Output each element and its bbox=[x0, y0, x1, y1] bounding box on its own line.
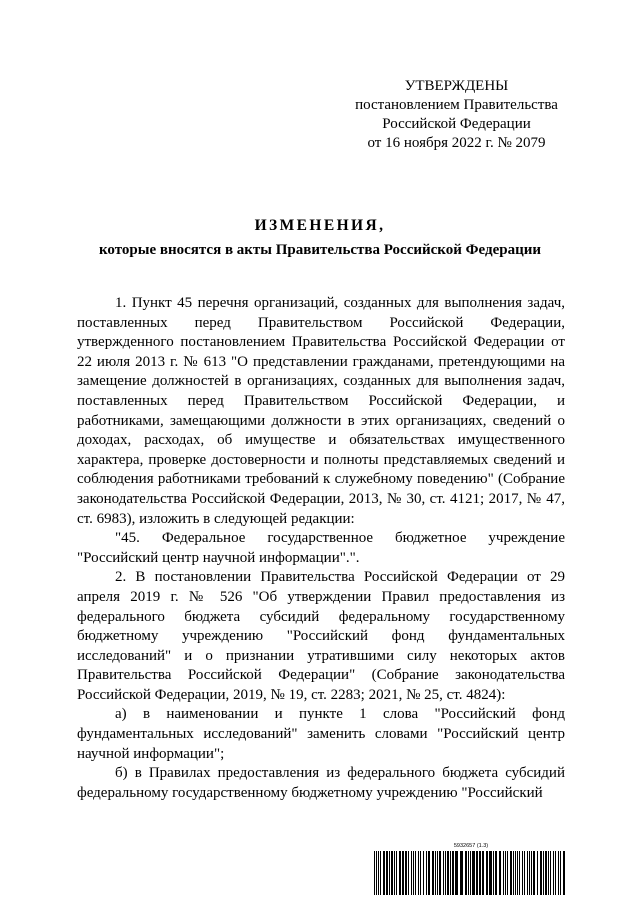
subparagraph-a: а) в наименовании и пункте 1 слова "Российский фонд фундаментальных исследований" заменить словами "Российский центр научной информации"; bbox=[77, 706, 565, 762]
paragraph-1-quote: "45. Федеральное государственное бюджетное учреждение "Российский центр научной информации".". bbox=[77, 530, 565, 566]
document-heading bbox=[0, 216, 640, 260]
document-stamp bbox=[374, 843, 568, 895]
paragraph-1: 1. Пункт 45 перечня организаций, созданных для выполнения задач, поставленных перед Правительством Российской Федерации, утвержденного постановлением Правительства Российской Федерации от 22 июля 2013 г. № 613 "О представлении гражданами, претендующими на замещение должностей в организациях, созданных для выполнения задач, поставленных перед Правительством Российской Федерации, и работниками, замещающими должности в этих организациях, сведений о доходах, расходах, об имуществе и обязательствах имущественного характера, проверке достоверности и полноты представляемых сведений и соблюдения работниками требований к служебному поведению" (Собрание законодательства Российской Федерации, 2013, № 30, ст. 4121; 2017, № 47, ст. 6983), изложить в следующей редакции: bbox=[77, 295, 565, 527]
approval-line-4: от 16 ноября 2022 г. № 2079 bbox=[367, 135, 546, 151]
subparagraph-b: б) в Правилах предоставления из федерального бюджета субсидий федеральному государственному бюджетному учреждению "Российский bbox=[77, 765, 565, 801]
approval-block bbox=[345, 77, 568, 153]
barcode bbox=[374, 851, 568, 895]
document-body bbox=[77, 294, 565, 803]
document-title: ИЗМЕНЕНИЯ, bbox=[254, 217, 386, 234]
approval-line-3: Российской Федерации bbox=[382, 116, 531, 132]
paragraph-2: 2. В постановлении Правительства Российской Федерации от 29 апреля 2019 г. № 526 "Об утверждении Правил предоставления из федерального бюджета субсидий федеральному государственному бюджетному учреждению "Российский фонд фундаментальных исследований" и о признании утратившими силу некоторых актов Правительства Российской Федерации" (Собрание законодательства Российской Федерации, 2019, № 19, ст. 2283; 2021, № 25, ст. 4824): bbox=[77, 569, 565, 703]
approval-line-2: постановлением Правительства bbox=[355, 97, 558, 113]
document-subtitle: которые вносятся в акты Правительства Российской Федерации bbox=[98, 242, 542, 258]
stamp-code: 5932657 (1.3) bbox=[453, 843, 489, 849]
approval-line-1: УТВЕРЖДЕНЫ bbox=[404, 78, 509, 94]
